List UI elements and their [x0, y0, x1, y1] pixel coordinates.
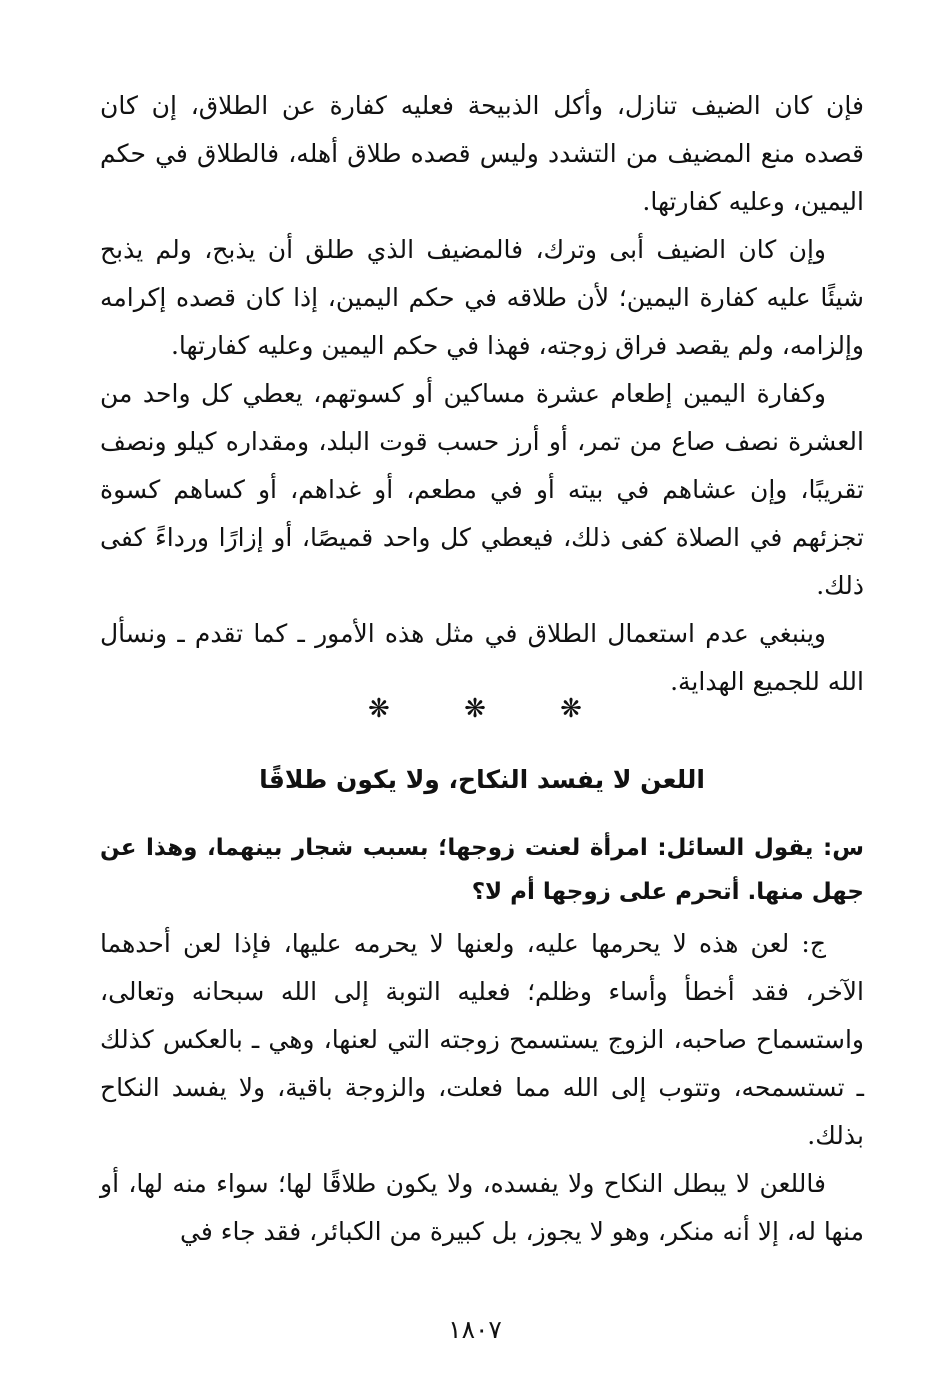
asterisk-ornament-icon: ❋: [560, 694, 582, 724]
body-paragraph: وكفارة اليمين إطعام عشرة مساكين أو كسوتهم، يعطي كل واحد من العشرة نصف صاع من تمر، أو أرز حسب قوت البلد، ومقداره كيلو ونصف تقريبًا، وإن عشاهم في بيته أو في مطعم، أو غداهم، أو كساهم كسوة تجزئهم في الصلاة كفى ذلك، فيعطي كل واحد قميصًا، أو إزارًا ورداءً كفى ذلك.: [100, 379, 864, 600]
answer-paragraph: فاللعن لا يبطل النكاح ولا يفسده، ولا يكون طلاقًا لها؛ سواء منه لها، أو منها له، إلا أنه منكر، وهو لا يجوز، بل كبيرة من الكبائر، فقد جاء في: [100, 1169, 864, 1246]
body-paragraph: فإن كان الضيف تنازل، وأكل الذبيحة فعليه كفارة عن الطلاق، إن كان قصده منع المضيف من التشدد وليس قصده طلاق أهله، فالطلاق في حكم اليمين، وعليه كفارتها.: [100, 91, 864, 216]
section-title: اللعن لا يفسد النكاح، ولا يكون طلاقًا: [259, 765, 705, 794]
answer-paragraph: ج: لعن هذه لا يحرمها عليه، ولعنها لا يحرمه عليها، فإذا لعن أحدهما الآخر، فقد أخطأ وأساء وظلم؛ فعليه التوبة إلى الله سبحانه وتعالى، واستسماح صاحبه، الزوج يستسمح زوجته التي لعنها، وهي ـ بالعكس كذلك ـ تستسمحه، وتتوب إلى الله مما فعلت، والزوجة باقية، ولا يفسد النكاح بذلك.: [100, 929, 864, 1150]
asterisk-ornament-icon: ❋: [464, 694, 486, 724]
answer-block: [100, 920, 864, 1256]
asterisk-ornament-icon: ❋: [368, 694, 390, 724]
page-number: ١٨٠٧: [448, 1315, 502, 1344]
body-paragraph: وإن كان الضيف أبى وترك، فالمضيف الذي طلق أن يذبح، ولم يذبح شيئًا عليه كفارة اليمين؛ لأن طلاقه في حكم اليمين، إذا كان قصده إكرامه وإلزامه، ولم يقصد فراق زوجته، فهذا في حكم اليمين وعليه كفارتها.: [100, 235, 864, 360]
body-paragraph: وينبغي عدم استعمال الطلاق في مثل هذه الأمور ـ كما تقدم ـ ونسأل الله للجميع الهداية.: [100, 619, 864, 696]
question-text: س: يقول السائل: امرأة لعنت زوجها؛ بسبب شجار بينهما، وهذا عن جهل منها. أتحرم على زوجها أم لا؟: [100, 835, 864, 905]
section-separator: [0, 694, 950, 724]
main-text-block: [100, 82, 864, 706]
